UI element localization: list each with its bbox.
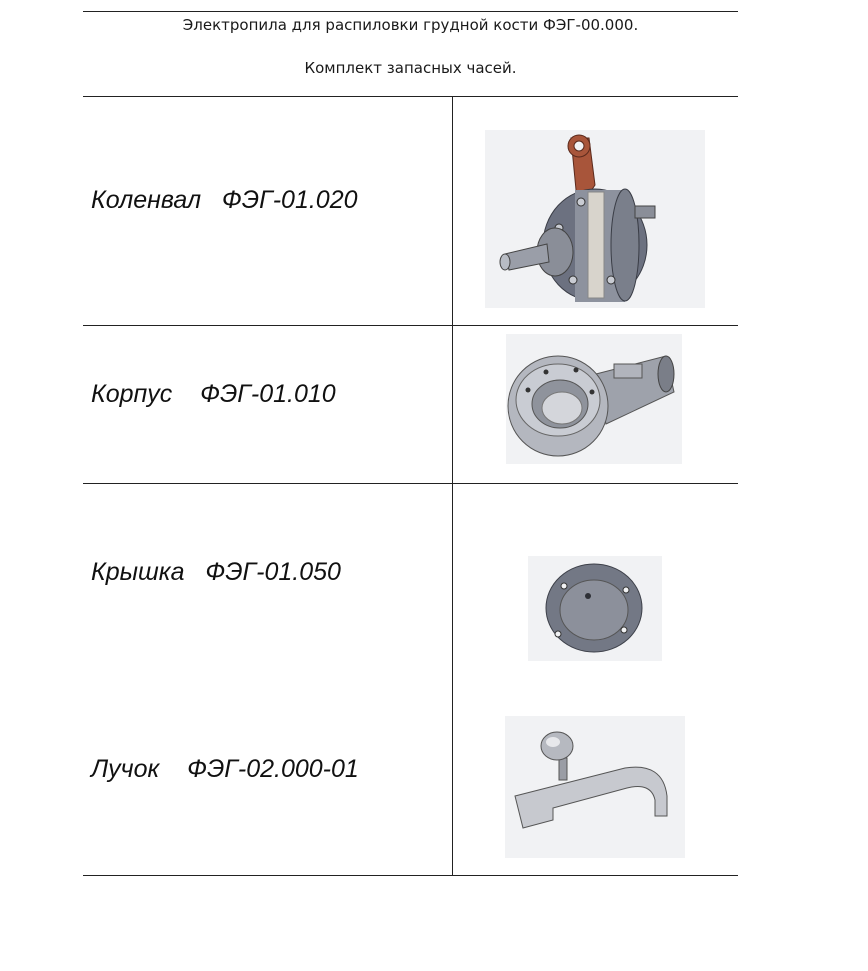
bow-frame-image bbox=[505, 716, 685, 858]
table-bottom-border bbox=[83, 875, 738, 876]
column-divider bbox=[452, 96, 453, 876]
part-label-bow-frame: Лучок ФЭГ-02.000-01 bbox=[91, 755, 359, 783]
table-top-border bbox=[83, 96, 738, 97]
part-label-housing: Корпус ФЭГ-01.010 bbox=[91, 380, 336, 408]
crankshaft-image bbox=[485, 130, 705, 308]
part-label-crankshaft: Коленвал ФЭГ-01.020 bbox=[91, 186, 358, 214]
top-border bbox=[83, 11, 738, 12]
row-divider-1 bbox=[83, 325, 738, 326]
document-title: Электропила для распиловки грудной кости ФЭГ-00.000. bbox=[182, 16, 639, 34]
row-divider-2 bbox=[83, 483, 738, 484]
cover-image bbox=[528, 556, 662, 661]
part-label-cover: Крышка ФЭГ-01.050 bbox=[91, 558, 341, 586]
housing-image bbox=[506, 334, 682, 464]
document-subtitle: Комплект запасных часей. bbox=[304, 59, 517, 77]
